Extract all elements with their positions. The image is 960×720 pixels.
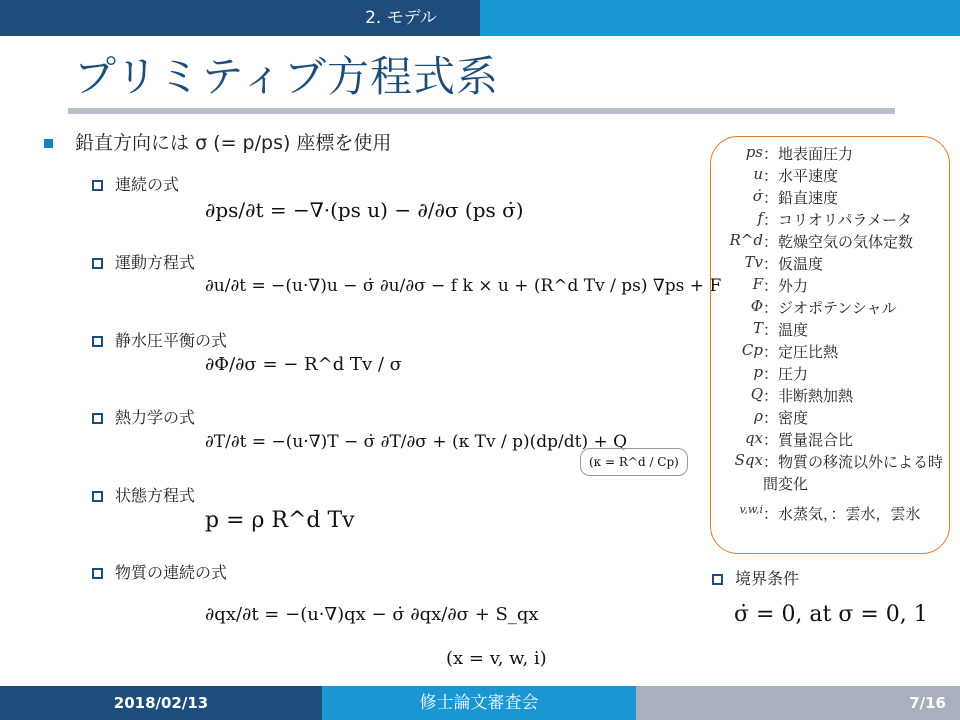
equation-tracer: ∂qx/∂t = −(u·∇)qx − σ̇ ∂qx/∂σ + S_qx [205, 604, 539, 625]
boundary-equation: σ̇ = 0, at σ = 0, 1 [734, 602, 928, 627]
kappa-definition: (κ = R^d / Cp) [580, 448, 688, 476]
subsection-thermodynamic: 熱力学の式 [92, 405, 195, 428]
footer-bar [0, 686, 960, 720]
header-left-block [0, 0, 322, 36]
equation-thermodynamic: ∂T/∂t = −(u·∇)T − σ̇ ∂T/∂σ + (κ Tv / p)(dp/dt) + Q [205, 432, 628, 452]
hollow-square-icon [92, 491, 103, 502]
hollow-square-icon [92, 568, 103, 579]
main-bullet-text: 鉛直方向には σ (= p/ps) 座標を使用 [75, 132, 392, 154]
header-right-block [480, 0, 960, 36]
footer-date: 2018/02/13 [0, 686, 322, 720]
boundary-condition: 境界条件 [712, 566, 799, 589]
header-bar [0, 0, 960, 36]
slide-title: プリミティブ方程式系 [74, 52, 499, 101]
square-bullet-icon [44, 139, 53, 148]
symbol-legend: ps ：地表面圧力 u ：水平速度 σ̇ ：鉛直速度 f ：コリオリパラメータ R^d ：乾燥空気の気体定数 Tv ：仮温度 F ：外力 Φ ：ジオポテンシャル T ：温度 Cp ：定圧比熱 p ：圧力 Q ：非断熱加熱 ρ ：密度 qx ：質量混合比 Sqx ：物質の移流以外による時間変化 v,w,i ：水蒸気，：雲水，雲氷 [710, 136, 950, 554]
subsection-continuity: 連続の式 [92, 172, 179, 195]
section-label: 2. モデル [322, 0, 480, 36]
subsection-momentum: 運動方程式 [92, 250, 195, 273]
equation-momentum: ∂u/∂t = −(u·∇)u − σ̇ ∂u/∂σ − f k × u + (R^d Tv / ps) ∇ps + F [205, 276, 722, 296]
hollow-square-icon [92, 413, 103, 424]
hollow-square-icon [92, 180, 103, 191]
hollow-square-icon [92, 336, 103, 347]
subsection-state: 状態方程式 [92, 483, 195, 506]
equation-continuity: ∂ps/∂t = −∇·(ps u) − ∂/∂σ (ps σ̇) [205, 198, 524, 222]
species-note: (x = v, w, i) [446, 648, 547, 669]
footer-event: 修士論文審査会 [322, 686, 636, 720]
hollow-square-icon [92, 258, 103, 269]
footer-page-number: 7/16 [636, 686, 960, 720]
subsection-hydrostatic: 静水圧平衡の式 [92, 328, 227, 351]
subsection-tracer: 物質の連続の式 [92, 560, 227, 583]
title-underline [68, 108, 895, 114]
main-bullet [44, 128, 391, 155]
hollow-square-icon [712, 574, 723, 585]
equation-state: p = ρ R^d Tv [205, 508, 355, 533]
equation-hydrostatic: ∂Φ/∂σ = − R^d Tv / σ [205, 354, 402, 375]
